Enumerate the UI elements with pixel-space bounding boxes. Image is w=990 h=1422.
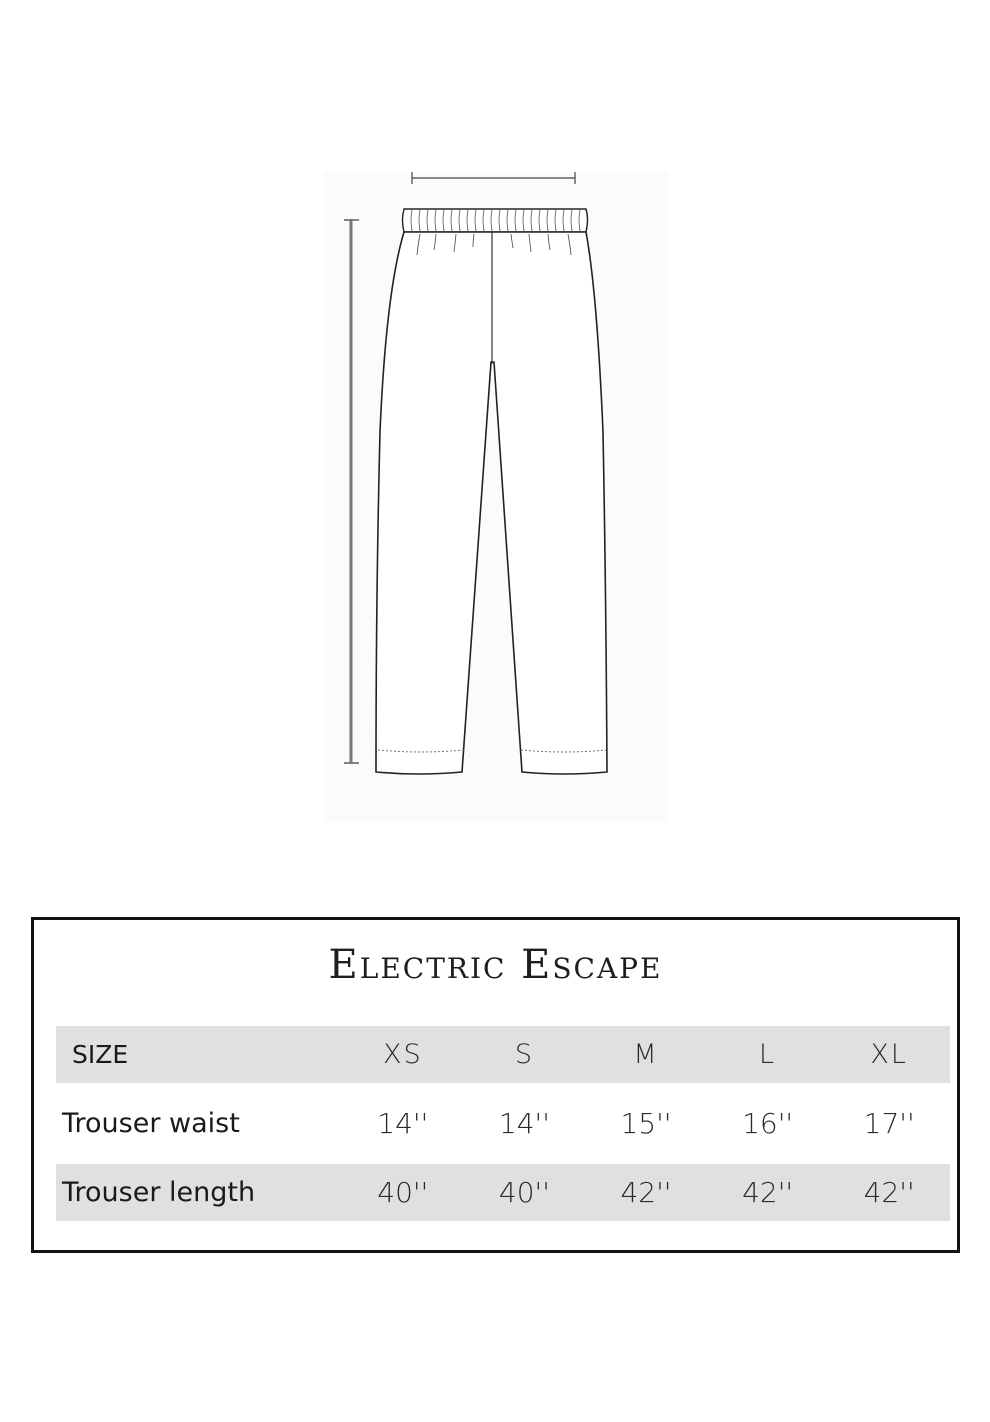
table-header-row	[56, 1026, 950, 1083]
row-label-length: Trouser length	[56, 1164, 342, 1221]
trouser-illustration	[324, 172, 669, 822]
length-measure-line	[344, 219, 359, 764]
length-value-m: 42''	[585, 1164, 707, 1221]
trouser-diagram	[324, 172, 669, 822]
chart-title: Electric Escape	[328, 942, 663, 988]
row-spacer	[56, 1152, 950, 1164]
size-header-l: L	[707, 1026, 829, 1083]
waist-value-xs: 14''	[342, 1095, 464, 1152]
waist-value-m: 15''	[585, 1095, 707, 1152]
size-column-header: SIZE	[56, 1026, 342, 1083]
table-row-length	[56, 1164, 950, 1221]
size-header-m: M	[585, 1026, 707, 1083]
row-label-waist: Trouser waist	[56, 1095, 342, 1152]
waist-value-l: 16''	[707, 1095, 829, 1152]
waistband	[403, 209, 588, 232]
table-row-waist	[56, 1095, 950, 1152]
row-spacer	[56, 1083, 950, 1095]
size-chart	[31, 917, 960, 1253]
length-value-xs: 40''	[342, 1164, 464, 1221]
length-value-xl: 42''	[828, 1164, 950, 1221]
size-table	[56, 1026, 950, 1221]
length-value-s: 40''	[464, 1164, 586, 1221]
length-value-l: 42''	[707, 1164, 829, 1221]
size-header-xl: XL	[828, 1026, 950, 1083]
waist-value-xl: 17''	[828, 1095, 950, 1152]
waist-value-s: 14''	[464, 1095, 586, 1152]
size-header-xs: XS	[342, 1026, 464, 1083]
size-header-s: S	[464, 1026, 586, 1083]
waist-measure-line	[412, 172, 575, 184]
